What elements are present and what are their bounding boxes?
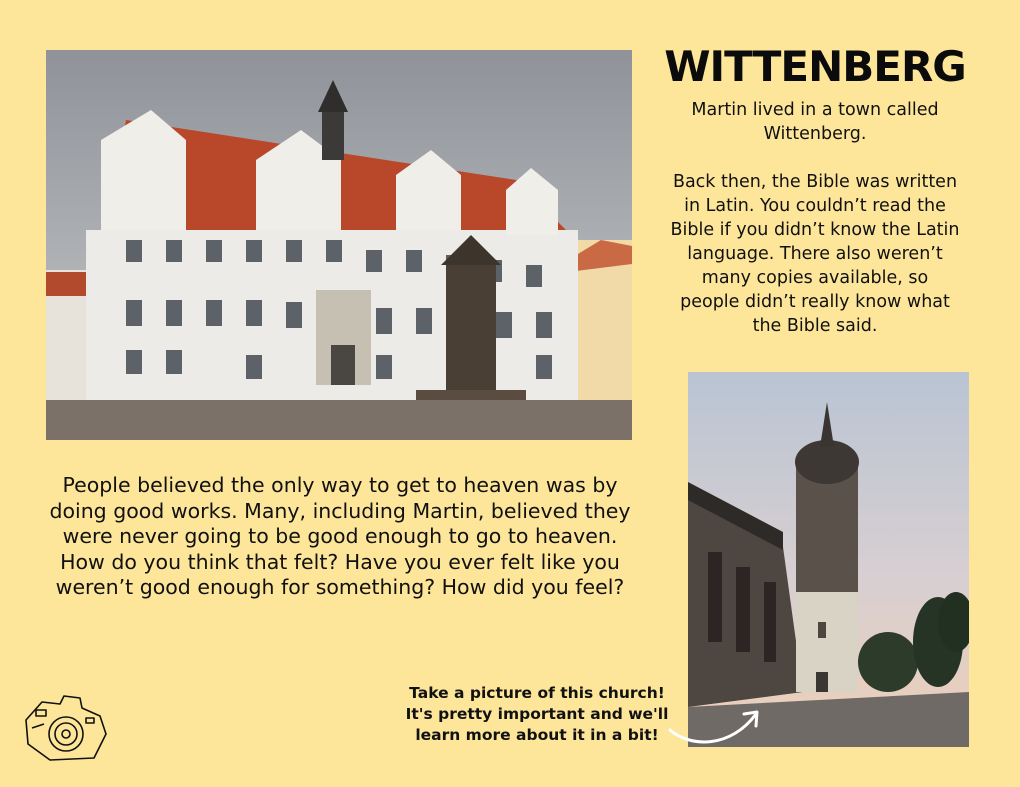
page-title: WITTENBERG xyxy=(664,42,966,91)
camera-icon xyxy=(20,690,112,766)
town-hall-photo xyxy=(46,50,632,440)
intro-paragraph: Martin lived in a town called Wittenberg. Back then, the Bible was written in Latin. You couldn’t read the Bible if you didn’t know the Latin language. There also weren’t many copies available, so people didn’t really know what the Bible said. xyxy=(670,100,960,336)
curved-arrow-icon xyxy=(666,700,766,750)
body-paragraph: People believed the only way to get to heaven was by doing good works. Many, including Martin, believed they were never going to be good enough to go to heaven. How do you think that felt? Have you ever felt like you weren’t good enough for something? How did you feel? xyxy=(49,473,631,599)
photo-caption: Take a picture of this church! It's pretty important and we'll learn more about it in a bit! xyxy=(405,684,669,744)
church-photo xyxy=(688,372,969,747)
